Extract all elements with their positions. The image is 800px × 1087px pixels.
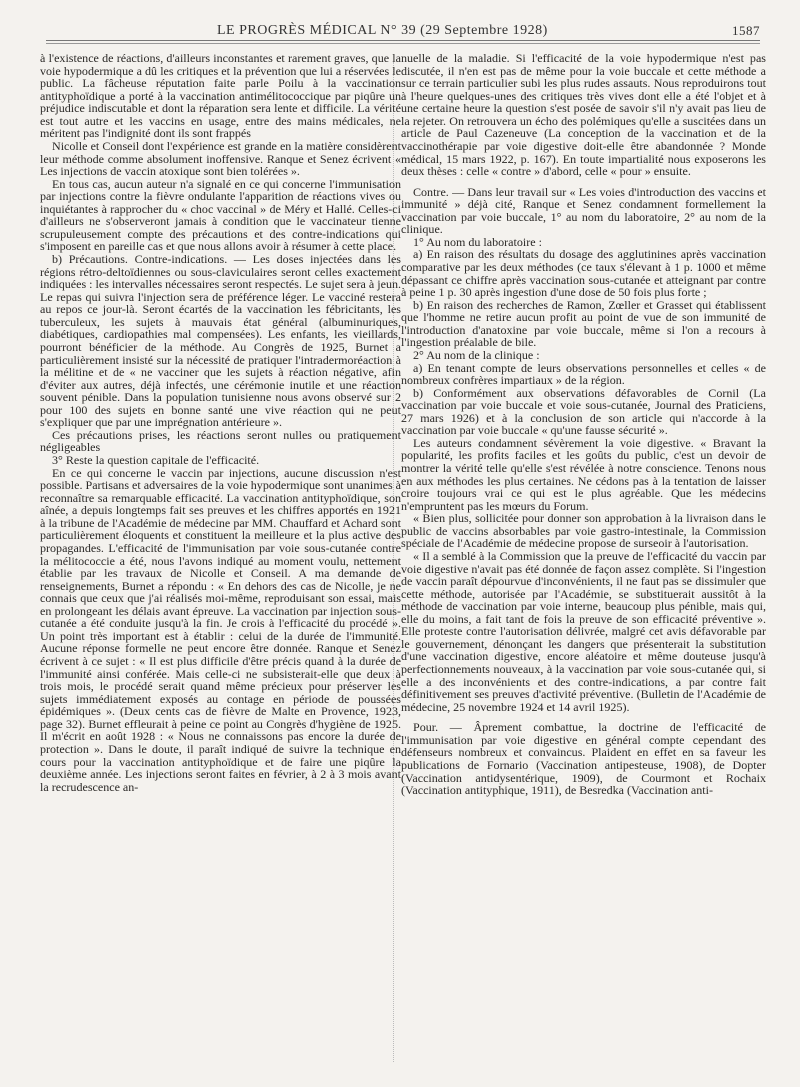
left-column: [40, 52, 401, 797]
right-column: [401, 52, 766, 797]
paragraph: nuelle de la maladie. Si l'efficacité de la voie hypodermique n'est pas discutée, il n'en est pas de même pour la voie buccale et cette méthode a sur ce terrain particulier subi les plus rudes assauts. Nous reproduirons tout à l'heure quelques-unes des critiques très vives dont elle a été l'objet et à une certaine heure la question s'est posée de savoir s'il n'y avait pas lieu de la rejeter. On retrouvera un écho des polémiques qu'elle a suscitées dans un article de Paul Cazeneuve (La conception de la vaccination et de la vaccinothérapie par voie digestive doit-elle être abandonnée ? Monde médical, 15 mars 1922, p. 167). En toute impartialité nous exposerons les deux thèses : celle « contre » d'abord, celle « pour » ensuite.: [401, 51, 766, 179]
paragraph: à l'existence de réactions, d'ailleurs inconstantes et rarement graves, que la voie hypodermique a dû les critiques et la prévention que lui a réservées le public. La fâcheuse réputation faite parle Poilu à la vaccination antityphoïdique a porté à la vaccination antimélitococcique par piqûre un préjudice indiscutable et dont la réparation sera lente et difficile. La vérité est tout autre et les vaccins en usage, entre des mains médicales, ne méritent pas l'indignité dont ils sont frappés: [40, 51, 401, 141]
paragraph: Nicolle et Conseil dont l'expérience est grande en la matière considèrent leur méthode comme absolument inoffensive. Ranque et Senez écrivent « Les injections de vaccin atoxique sont bien tolérées ».: [40, 138, 401, 179]
section-heading: 3° Reste la question capitale de l'efficacité.: [52, 453, 260, 467]
paragraph: En ce qui concerne le vaccin par injections, aucune discussion n'est possible. Partisans et adversaires de la voie hypodermique sont unanimes à reconnaître sa remarquable efficacité. La vaccination antityphoïdique, son aînée, a depuis longtemps fait ses preuves et les chiffres apportés en 1921 à la tribune de l'Académie de médecine par MM. Chauffard et Achard sont particulièrement éloquents et constituent la meilleure et la plus active des propagandes. L'efficacité de l'immunisation par voie sous-cutanée contre la mélitococcie a été, nous l'avons indiqué au moment voulu, nettement établie par les travaux de Nicolle et Conseil. A ma demande de renseignements, Burnet a répondu : « En dehors des cas de Nicolle, je ne connais que ceux que j'ai réalisés moi-même, reproduisant son essai, mais en prolongeant les délais avant épreuve. La vaccination par injection sous-cutanée a été conduite jusqu'à la fin. Je crois à l'efficacité du procédé ». Un point très important est à établir : celui de la durée de l'immunité. Aucune réponse formelle ne peut encore être donnée. Ranque et Senez écrivent à ce sujet : « Il est plus difficile d'être précis quand à la durée de l'immunité ainsi conférée. Mais celle-ci ne subsisterait-elle que deux à trois mois, le procédé serait quand même précieux pour préserver les sujets immédiatement exposés au contage en période de poussées épidémiques ». (Deux cents cas de fièvre de Malte en Provence, 1923, page 32). Burnet effleurait à peine ce point au Congrès d'hygiène de 1925. Il m'écrit en août 1928 : « Nous ne connaissons pas encore la durée de protection ». Dans le doute, il paraît indiqué de suivre la technique en cours pour la vaccination antityphoïdique et de faire une piqûre la deuxième année. Les injections seront faites en février, à 2 à 3 mois avant la recrudescence an-: [40, 465, 401, 794]
header-rule-thin: [46, 43, 760, 44]
text-columns: [22, 52, 776, 797]
paragraph: Pour. — Âprement combattue, la doctrine de l'efficacité de l'immunisation par voie digestive en général compte cependant des défenseurs nombreux et convaincus. Plaident en effet en sa faveur les publications de Fornario (Vaccination antipesteuse, 1908), de Dopter (Vaccination antidysentérique, 1909), de Courmont et Rochaix (Vaccination antityphique, 1911), de Besredka (Vaccination anti-: [401, 720, 766, 798]
paragraph: Contre. — Dans leur travail sur « Les voies d'introduction des vaccins et immunité » déjà cité, Ranque et Senez condamnent formellement la vaccination par voie buccale, 1° au nom du laboratoire, 2° au nom de la clinique.: [401, 184, 766, 237]
paragraph: En tous cas, aucun auteur n'a signalé en ce qui concerne l'immunisation par injections contre la fièvre ondulante l'apparition de réactions vives ou inquiétantes à rapprocher du « choc vaccinal » de Méry et Hallé. Celles-ci d'ailleurs ne s'observeront jamais à condition que le vaccinateur tienne scrupuleusement compte des précautions et des contre-indications qui s'imposent en pareille cas et que nous allons avoir à résumer à cette place.: [40, 176, 401, 254]
header-rule: [46, 40, 760, 41]
paragraph: Les auteurs condamnent sévèrement la voie digestive. « Bravant la popularité, les profits faciles et les goûts du public, c'est un devoir de montrer la vérité telle qu'elle s'est révélée à notre conscience. Tenons nous en aux méthodes les plus certaines. Ne cédons pas à la tentation de laisser croire toujours vrai ce qui est le plus agréable. Que les médecins n'empruntent pas les mœurs du Forum.: [401, 435, 766, 513]
paragraph: b) Précautions. Contre-indications. — Les doses injectées dans les régions rétro-deltoïdiennes ou sous-claviculaires seront celles exactement indiquées : les intervalles nécessaires seront respectés. Le sujet sera à jeun. Le repas qui suivra l'injection sera de préférence léger. Le vacciné restera au repos ce jour-là. Seront écartés de la vaccination les fébricitants, les tuberculeux, les sujets à mauvais état général (albuminuriques, diabétiques, cardiopathies mal compensées). Les enfants, les vieillards, pourront bénéficier de la méthode. Au Congrès de 1925, Burnet a particulièrement insisté sur la nécessité de pratiquer l'intradermoréaction à la mélitine et de « ne vacciner que les sujets à réaction négative, afin d'éviter aux autres, déjà infectés, une cérémonie inutile et une réaction souvent pénible. Dans la population tunisienne nous avons observé sur 2 pour 100 des sujets en bonne santé une vive réaction qui ne peut s'expliquer que par une imprégnation antérieure ».: [40, 252, 401, 430]
paragraph: b) Conformément aux observations défavorables de Cornil (La vaccination par voie buccale et voie sous-cutanée, Journal des Praticiens, 27 mars 1926) et à la conclusion de son article qui n'accorde à la vaccination par voie buccale « qu'une fausse sécurité ».: [401, 385, 766, 438]
paragraph: « Il a semblé à la Commission que la preuve de l'efficacité du vaccin par voie digestive n'avait pas été donnée de façon assez complète. Si l'ingestion de vaccin paraît dépourvue d'inconvénients, il ne faut pas se dissimuler que cette méthode, autorisée par l'Académie, se substituerait aussitôt à la méthode de vaccination par voie interne, beaucoup plus pénible, mais qui, elle du moins, a fait tant de fois la preuve de son efficacité préventive ». Elle proteste contre l'autorisation délivrée, malgré cet avis défavorable par le gouvernement, dénonçant les dangers que présenterait la substitution d'une vaccination digestive, encore aléatoire et même douteuse jusqu'à perfectionnements nouveaux, à la vaccination par voie sous-cutanée qui, si elle a des inconvénients et des contre-indications, a par contre fait définitivement ses preuves d'activité préventive. (Bulletin de l'Académie de médecine, 25 novembre 1924 et 14 avril 1925).: [401, 548, 766, 714]
paragraph: a) En tenant compte de leurs observations personnelles et celles « de nombreux confrères impartiaux » de la région.: [401, 360, 766, 388]
paragraph: b) En raison des recherches de Ramon, Zœller et Grasset qui établissent que l'homme ne retire aucun profit au point de vue de son immunité de l'introduction d'anatoxine par voie buccale, même si l'on a recours à l'ingestion préalable de bile.: [401, 297, 766, 350]
running-header: [22, 12, 776, 38]
paragraph: a) En raison des résultats du dosage des agglutinines après vaccination comparative par les deux méthodes (ce taux s'élevant à 1 p. 1000 et même dépassant ce chiffre après vaccination sous-cutanée et atteignant par contre à peine 1 p. 30 après ingestion d'une dose de 50 fois plus forte ;: [401, 247, 766, 300]
paragraph: « Bien plus, sollicitée pour donner son approbation à la livraison dans le public de vaccins absorbables par voie gastro-intestinale, la Commission spéciale de l'Académie de médecine propose de surseoir à l'autorisation.: [401, 511, 766, 551]
journal-title: LE PROGRÈS MÉDICAL N° 39 (29 Septembre 1928): [217, 23, 548, 38]
subheading: 2° Au nom de la clinique :: [413, 347, 540, 362]
subheading: 1° Au nom du laboratoire :: [413, 234, 542, 249]
paragraph: Ces précautions prises, les réactions seront nulles ou pratiquement négligeables: [40, 427, 401, 455]
page-number: 1587: [732, 23, 760, 38]
